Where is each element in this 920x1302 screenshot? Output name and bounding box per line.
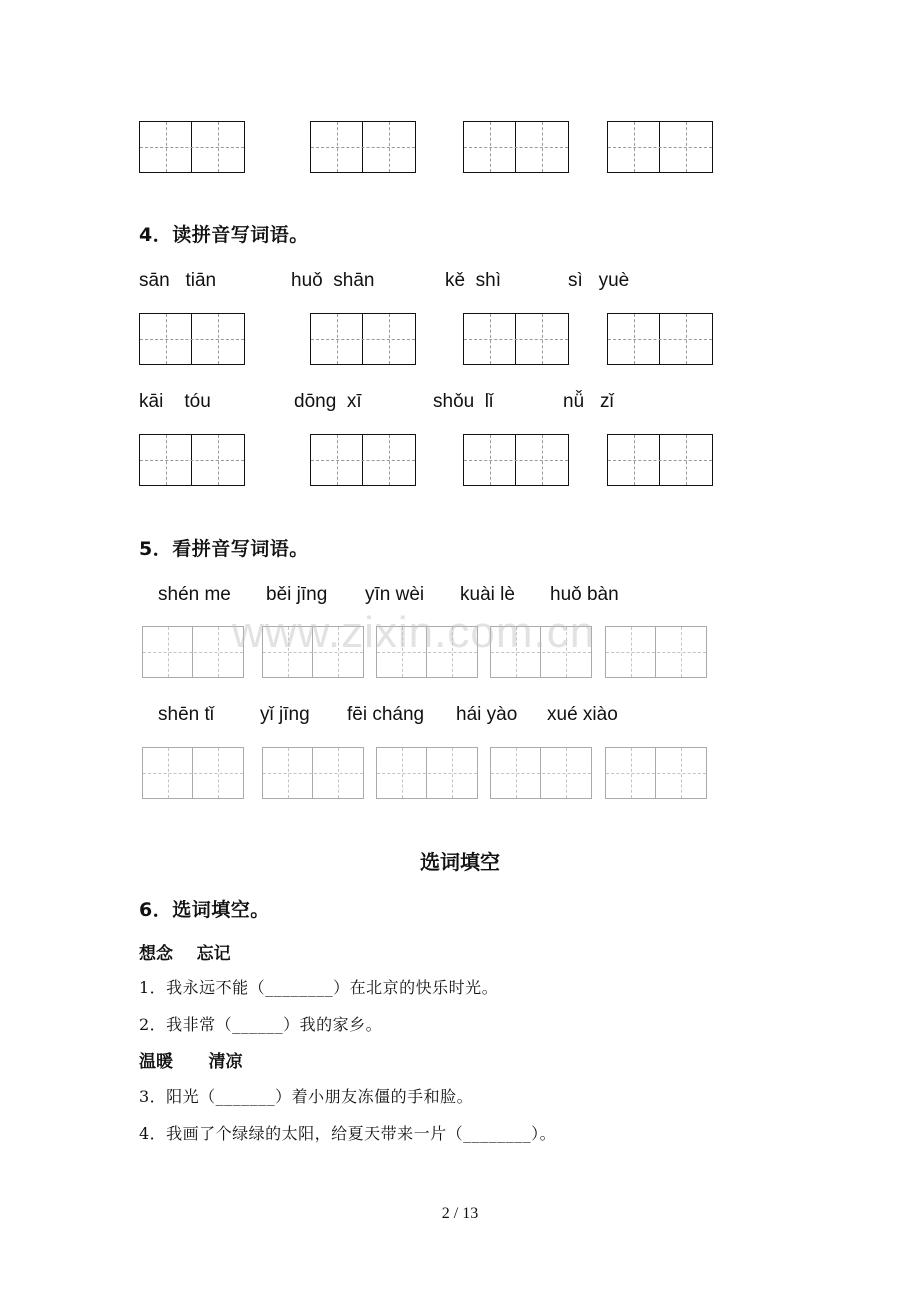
section6-heading: 6．选词填空。	[139, 899, 270, 921]
word-choices: 温暖 清凉	[139, 1052, 243, 1072]
fill-sentence: 4．我画了个绿绿的太阳，给夏天带来一片（________）。	[139, 1124, 557, 1143]
section-title: 选词填空	[420, 850, 500, 874]
writing-grid[interactable]	[142, 626, 244, 678]
writing-grid[interactable]	[605, 747, 707, 799]
writing-grid[interactable]	[490, 747, 592, 799]
pinyin-label: shēn tǐ	[158, 704, 214, 725]
pinyin-label: kuài lè	[460, 584, 515, 605]
pinyin-label: huǒ shān	[291, 270, 375, 291]
writing-grid[interactable]	[139, 121, 245, 173]
writing-grid[interactable]	[142, 747, 244, 799]
pinyin-label: kāi tóu	[139, 391, 211, 412]
fill-sentence: 1．我永远不能（________）在北京的快乐时光。	[139, 978, 499, 997]
section4-heading: 4．读拼音写词语。	[139, 224, 309, 246]
writing-grid[interactable]	[310, 121, 416, 173]
pinyin-label: shén me	[158, 584, 231, 605]
writing-grid[interactable]	[607, 313, 713, 365]
writing-grid[interactable]	[463, 121, 569, 173]
watermark: www.zixin.com.cn	[232, 608, 596, 657]
section5-heading: 5．看拼音写词语。	[139, 538, 309, 560]
fill-sentence: 3．阳光（_______）着小朋友冻僵的手和脸。	[139, 1087, 474, 1106]
pinyin-label: yǐ jīng	[260, 704, 310, 725]
pinyin-label: dōng xī	[294, 391, 362, 412]
pinyin-label: nǚ zǐ	[563, 391, 614, 412]
pinyin-label: fēi cháng	[347, 704, 425, 725]
pinyin-label: huǒ bàn	[550, 584, 619, 605]
writing-grid[interactable]	[376, 747, 478, 799]
writing-grid[interactable]	[463, 434, 569, 486]
pinyin-label: sān tiān	[139, 270, 217, 291]
pinyin-label: xué xiào	[547, 704, 618, 725]
pinyin-label: hái yào	[456, 704, 518, 725]
writing-grid[interactable]	[310, 434, 416, 486]
fill-sentence: 2．我非常（______）我的家乡。	[139, 1015, 383, 1034]
writing-grid[interactable]	[262, 747, 364, 799]
writing-grid[interactable]	[139, 313, 245, 365]
writing-grid[interactable]	[605, 626, 707, 678]
pinyin-label: sì yuè	[568, 270, 630, 291]
writing-grid[interactable]	[463, 313, 569, 365]
pinyin-label: yīn wèi	[365, 584, 425, 605]
writing-grid[interactable]	[310, 313, 416, 365]
writing-grid[interactable]	[607, 434, 713, 486]
page-number: 2 / 13	[441, 1205, 479, 1222]
word-choices: 想念 忘记	[139, 944, 231, 964]
pinyin-label: shǒu lǐ	[433, 391, 494, 412]
writing-grid[interactable]	[139, 434, 245, 486]
pinyin-label: kě shì	[445, 270, 501, 291]
writing-grid[interactable]	[607, 121, 713, 173]
pinyin-label: běi jīng	[266, 584, 328, 605]
